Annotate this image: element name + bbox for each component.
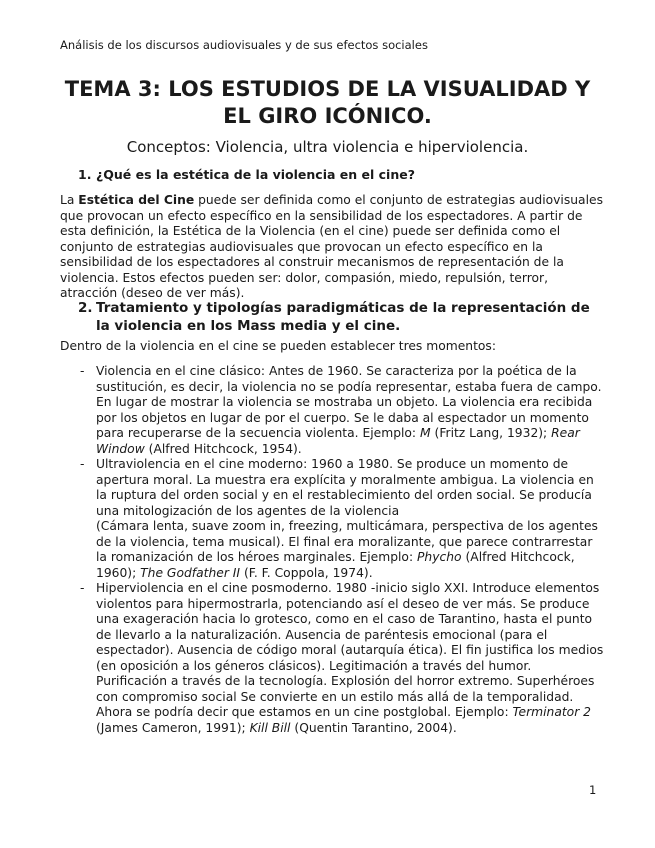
list-item (80, 581, 605, 736)
bullet-2-text-b: (Alfred Hitchcock, 1960); (96, 550, 575, 580)
bullet-dash: - (80, 581, 85, 595)
bullet-2-text-c: (F. F. Coppola, 1974). (240, 565, 373, 580)
bullet-2-text-a: Ultraviolencia en el cine moderno: 1960 a 1980. Se produce un momento de apertura moral. La muestra era explícita y moralmente ambigua. La violencia en la ruptura del orden social y en el restablecimiento del orden social. Se producía una mitologización de los agentes de la violencia (96, 457, 594, 518)
bullet-dash: - (80, 457, 85, 471)
bullet-1-film-2: Rear Window (96, 426, 580, 456)
bullet-3-text-c: (Quentin Tarantino, 2004). (290, 720, 457, 735)
title-line-2: EL GIRO ICÓNICO. (223, 104, 432, 128)
bullet-1-text-b: (Fritz Lang, 1932); (430, 426, 552, 440)
section-2-heading-text: Tratamiento y tipologías paradigmáticas de la representación de la violencia en los Mass media y el cine. (96, 300, 590, 334)
section-2-intro: Dentro de la violencia en el cine se pueden establecer tres momentos: (60, 339, 496, 353)
page-header: Análisis de los discursos audiovisuales y de sus efectos sociales (60, 38, 428, 52)
bullet-1-text-a: Violencia en el cine clásico: Antes de 1960. Se caracteriza por la poética de la sustitución, es decir, la violencia no se podía representar, estaba fuera de campo. En lugar de mostrar la violencia se mostraba un objeto. La violencia era recibida por los objetos en lugar de por el cuerpo. Se le daba al espectador un momento para recuperarse de la secuencia violenta. Ejemplo: (96, 364, 602, 440)
page-subtitle: Conceptos: Violencia, ultra violencia e hiperviolencia. (126, 138, 529, 156)
section-1-para-lead: La (60, 193, 79, 207)
section-1-heading (78, 166, 415, 183)
bullet-2-text-a2: (Cámara lenta, suave zoom in, freezing, multicámara, perspectiva de los agentes de la violencia, tema musical). El final era moralizante, que parece contrarrestar la romanización de los héroes marginales. Ejemplo: (96, 519, 598, 564)
section-1-heading-text: ¿Qué es la estética de la violencia en el cine? (96, 167, 415, 182)
page-number: 1 (589, 783, 597, 797)
bullet-3-film-2: Kill Bill (249, 720, 291, 735)
section-1-para-bold: Estética del Cine (78, 193, 195, 207)
section-2-heading (78, 299, 598, 335)
bullet-2-film-2: The Godfather II (140, 565, 241, 580)
section-2-number: 2. (78, 300, 93, 316)
list-item (80, 364, 605, 457)
bullet-2-film-1: Phycho (417, 550, 462, 564)
bullet-dash: - (80, 364, 85, 378)
page-title (40, 76, 615, 130)
bullet-3-text-a: Hiperviolencia en el cine posmoderno. 1980 -inicio siglo XXI. Introduce elementos violentos para hipermostrarla, potenciando así el deseo de ver más. Se produce una exageración hacia lo grotesco, como en el caso de Tarantino, hasta el punto de llevarlo a la naturalización. Ausencia de paréntesis emocional (para el espectador). Ausencia de código moral (autarquía ética). El fin justifica los medios (en oposición a los géneros clásicos). Legitimación a través del humor. Purificación a través de la tecnología. Explosión del horror extremo. Superhéroes con compromiso social Se convierte en un estilo más allá de la temporalidad. Ahora se podría decir que estamos en un cine postglobal. Ejemplo: (96, 581, 604, 719)
bullet-3-text-b: (James Cameron, 1991); (96, 720, 250, 735)
bullet-3-film-1: Terminator 2 (512, 705, 591, 719)
violence-periods-list (80, 364, 605, 736)
bullet-1-film-1: M (420, 426, 431, 440)
section-1-para-rest: puede ser definida como el conjunto de estrategias audiovisuales que provocan un efecto específico en la sensibilidad de los espectadores. A partir de esta definición, la Estética de la Violencia (en el cine) puede ser definida como el conjunto de estrategias audiovisuales que provocan un efecto específico en la sensibilidad de los espectadores al construir mecanismos de representación de la violencia. Estos efectos pueden ser: dolor, compasión, miedo, repulsión, terror, atracción (deseo de ver más). (60, 193, 603, 300)
section-1-number: 1. (78, 167, 92, 182)
list-item (80, 457, 605, 581)
section-1-paragraph (60, 193, 605, 302)
bullet-1-text-c: (Alfred Hitchcock, 1954). (144, 441, 302, 456)
title-line-1: TEMA 3: LOS ESTUDIOS DE LA VISUALIDAD Y (64, 77, 591, 101)
